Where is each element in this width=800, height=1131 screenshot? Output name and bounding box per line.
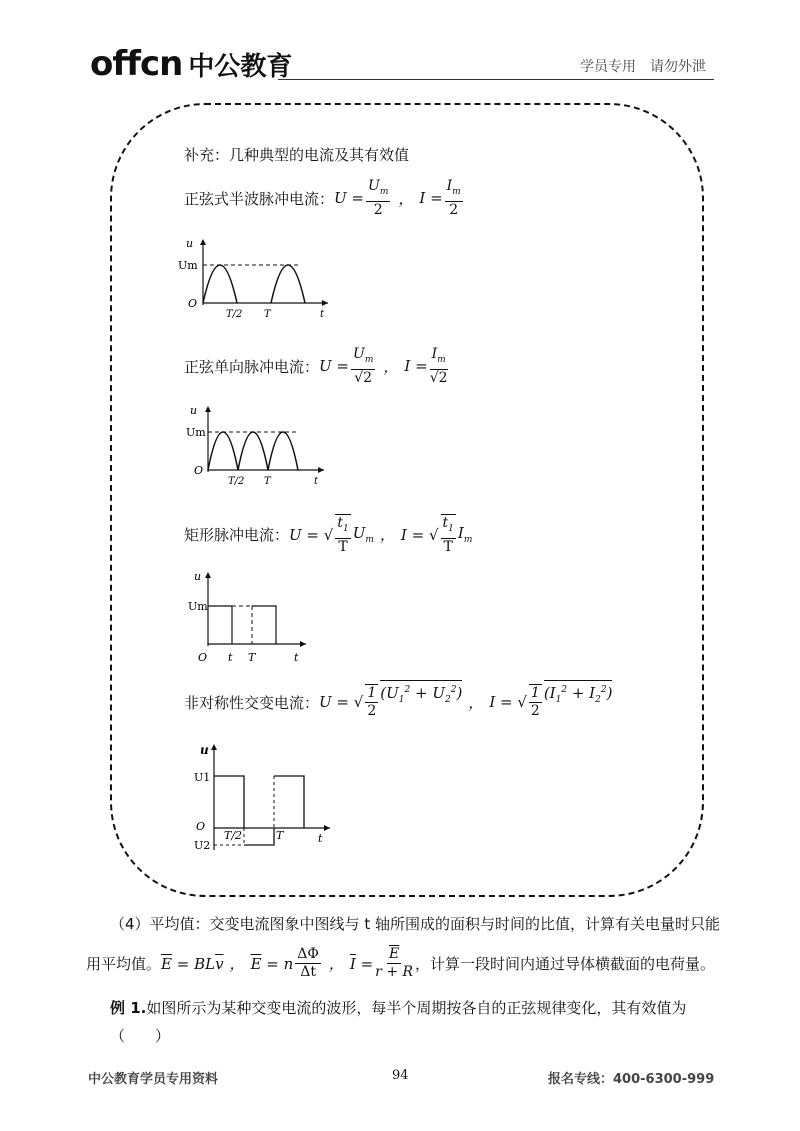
fraction: $\frac{\Delta\Phi}{\Delta t}$ xyxy=(297,946,319,980)
fraction: $\frac{1}{2}$ xyxy=(530,685,540,719)
fraction: $\frac{U_m}{2}$ xyxy=(368,178,389,218)
header-tag-students: 学员专用 xyxy=(580,59,636,75)
formula-row-unidirectional xyxy=(184,346,450,387)
formula-im: $I_m$ xyxy=(457,524,473,546)
formula-u: U = √ xyxy=(289,525,334,544)
y-axis-label: u xyxy=(200,743,209,757)
comma: ， xyxy=(328,955,344,973)
x-axis-label: t xyxy=(314,476,319,487)
header-rule xyxy=(278,79,714,80)
formula-row-half-wave xyxy=(184,178,465,219)
x-axis-label: t xyxy=(294,651,299,664)
graph-asymmetric xyxy=(194,742,344,857)
y-axis-label: u xyxy=(190,404,198,417)
formula-i: I = √ xyxy=(400,525,439,544)
paragraph-average-value-line1: （4）平均值：交变电流图象中图线与 t 轴所围成的面积与时间的比值，计算有关电量时只能 xyxy=(110,915,720,933)
fraction: $\frac{\overline{E}}{r + R}$ xyxy=(375,946,414,980)
formula-row-asymmetric xyxy=(184,684,612,720)
x-axis-label: t xyxy=(318,832,323,845)
y-tick: Um xyxy=(178,259,198,272)
para-text-pre: 用平均值。 xyxy=(86,954,162,973)
offcn-logo xyxy=(90,44,292,84)
formula-um: $U_m$ xyxy=(352,524,374,546)
header-tag-confidential: 请勿外泄 xyxy=(650,59,706,75)
x-tick: T xyxy=(248,651,256,664)
item-label: 矩形脉冲电流： xyxy=(184,526,290,545)
formula-i-sum: $(I_1^2 + I_2^2)$ xyxy=(544,680,613,709)
formula-u-sum: $(U_1^2 + U_2^2)$ xyxy=(380,680,462,709)
item-label: 非对称性交变电流： xyxy=(184,693,320,712)
x-tick: t xyxy=(228,651,233,664)
fraction: $\frac{t_1}{T}$ xyxy=(442,515,454,555)
formula-e-blv: $\overline{E} = BL\overline{v}$ xyxy=(161,954,224,973)
example-1 xyxy=(110,994,730,1050)
y-tick-u1: U1 xyxy=(194,771,211,784)
y-tick: Um xyxy=(186,426,206,439)
x-tick: T/2 xyxy=(228,476,245,487)
origin-label: O xyxy=(188,297,198,310)
comma: ， xyxy=(468,693,484,712)
supplement-title: 补充：几种典型的电流及其有效值 xyxy=(184,146,410,164)
formula-u: U = √ xyxy=(319,693,364,711)
fraction: $\frac{I_m}{2}$ xyxy=(446,178,461,218)
origin-label: O xyxy=(194,464,204,477)
fraction: $\frac{t_1}{T}$ xyxy=(337,515,349,555)
example-text: 如图所示为某种交变电流的波形，每半个周期按各自的正弦规律变化，其有效值为（ ） xyxy=(110,999,687,1045)
x-axis-label: t xyxy=(320,309,325,320)
x-tick: T/2 xyxy=(224,829,243,842)
item-label: 正弦式半波脉冲电流： xyxy=(184,189,335,208)
origin-label: O xyxy=(198,651,208,664)
footer-right: 报名专线：400-6300-999 xyxy=(548,1072,715,1087)
graph-half-wave xyxy=(178,235,338,327)
x-tick: T xyxy=(276,829,284,842)
y-tick: Um xyxy=(188,600,208,613)
comma: ， xyxy=(379,526,395,545)
logo-text-cn: 中公教育 xyxy=(188,52,293,82)
formula-u: U = xyxy=(319,357,349,376)
comma: ， xyxy=(229,955,245,973)
comma: ， xyxy=(383,357,399,376)
item-label: 正弦单向脉冲电流： xyxy=(184,357,320,376)
page-number: 94 xyxy=(392,1068,409,1083)
formula-u: U = xyxy=(334,189,364,208)
y-tick-u2: U2 xyxy=(194,839,211,852)
comma: ， xyxy=(398,189,414,208)
x-tick: T xyxy=(264,476,271,487)
origin-label: O xyxy=(196,820,206,833)
x-tick: T/2 xyxy=(226,309,243,320)
formula-e-n: $\overline{E} = n$ xyxy=(250,954,294,973)
graph-unidirectional xyxy=(186,402,336,494)
formula-row-rectangular xyxy=(184,514,472,556)
y-axis-label: u xyxy=(194,570,202,583)
fraction: $\frac{I_m}{√2}$ xyxy=(429,346,448,386)
footer-left: 中公教育学员专用资料 xyxy=(88,1072,219,1087)
fraction: $\frac{U_m}{√2}$ xyxy=(353,346,374,386)
header-tags xyxy=(580,56,706,76)
formula-i: I = √ xyxy=(489,693,527,711)
graph-rectangular xyxy=(188,568,318,668)
fraction: $\frac{1}{2}$ xyxy=(367,685,377,719)
formula-i: I = xyxy=(419,189,443,208)
logo-text-en: offcn xyxy=(90,44,183,84)
para-text-post: ，计算一段时间内通过导体横截面的电荷量。 xyxy=(415,954,716,973)
y-axis-label: u xyxy=(186,237,194,250)
formula-i-avg: $\overline{I}$ = xyxy=(349,954,374,973)
example-label: 例 1. xyxy=(110,999,147,1017)
paragraph-average-value-line2 xyxy=(86,946,715,981)
x-tick: T xyxy=(264,309,271,320)
formula-i: I = xyxy=(404,357,428,376)
